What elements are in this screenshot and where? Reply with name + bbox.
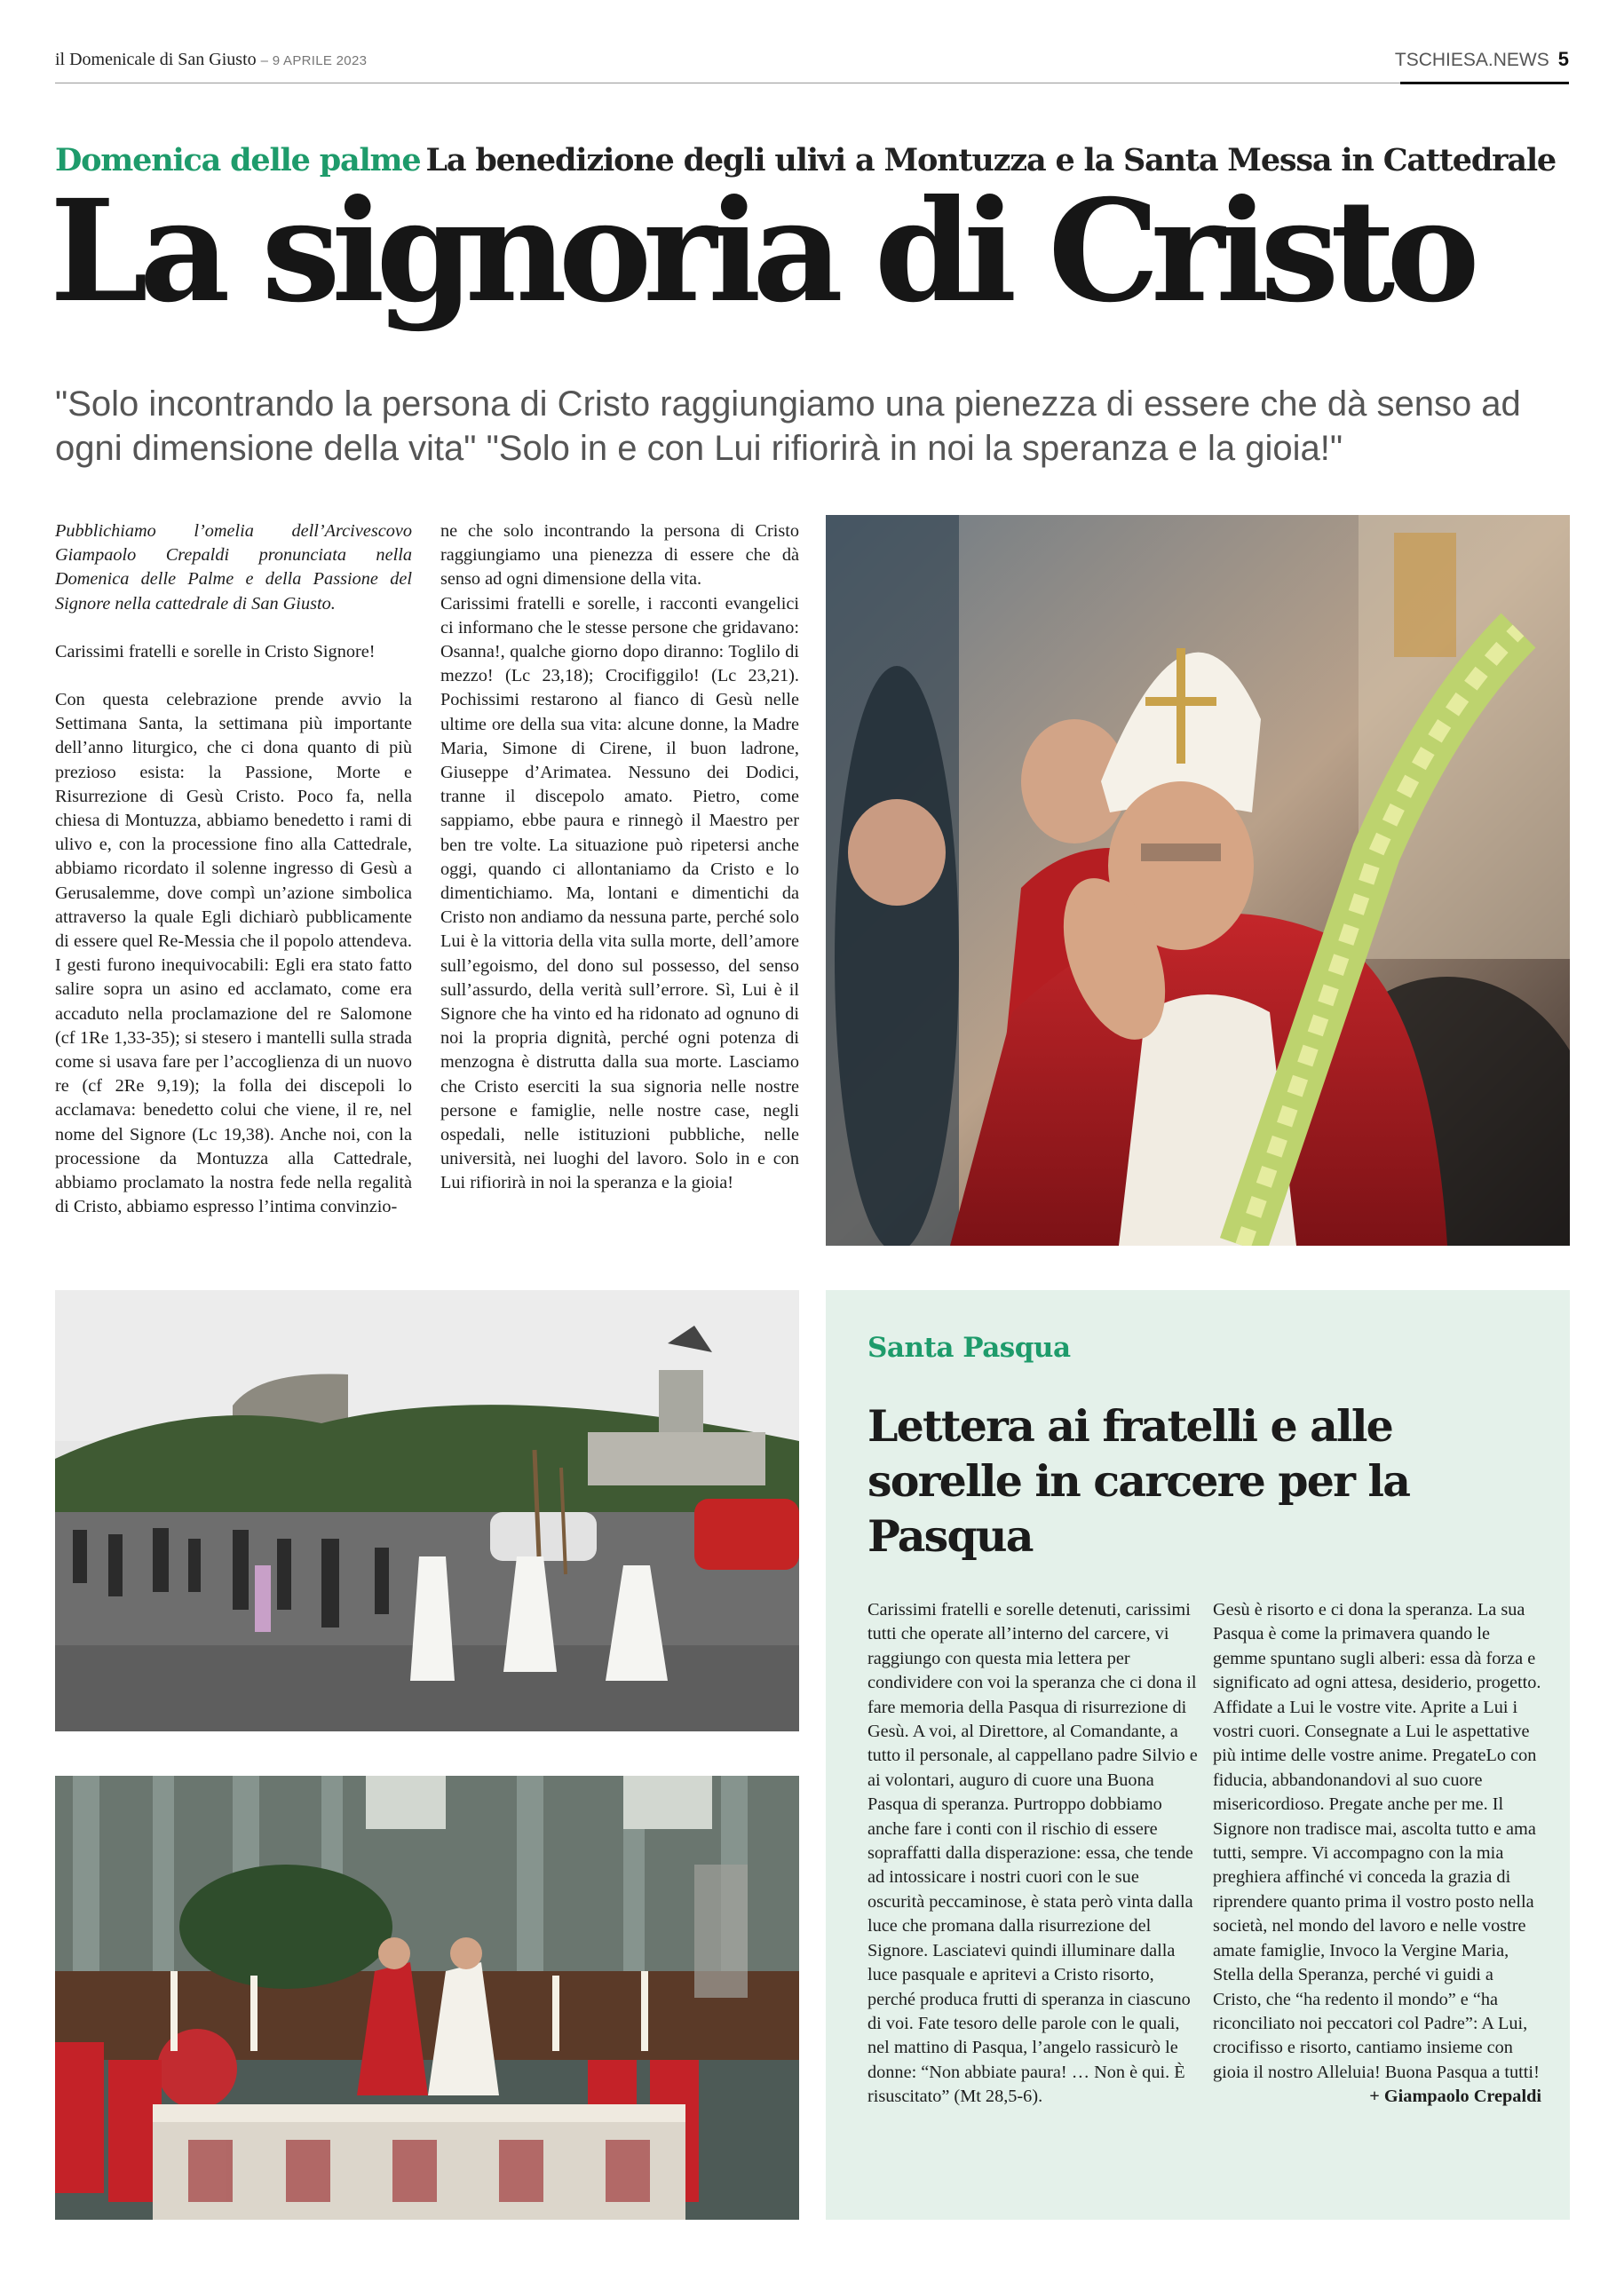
kicker-text: La benedizione degli ulivi a Montuzza e la Santa Messa in Cattedrale [425,142,1556,178]
box-column-2 [1213,1598,1541,2110]
page-number: 5 [1557,48,1569,70]
signature: + Giampaolo Crepaldi [1369,2087,1541,2107]
article-greeting: Carissimi fratelli e sorelle in Cristo Signore! [55,641,376,661]
article-paragraph-1: Con questa celebrazione prende avvio la Settimana Santa, la settimana più importante dell’anno liturgico, che ci dona quanto di più prezioso esista: la Passione, Morte e Risurrezione di Gesù Cristo. Poco fa, nella chiesa di Montuzza, abbiamo benedetto i rami di ulivo e, con la processione fino alla Cattedrale, abbiamo ricordato il solenne ingresso di Gesù a Gerusalemme, dove compì un’azione simbolica attraverso la quale Egli dichiarò pubblicamente di essere quel Re-Messia che il popolo attendeva. I gesti furono inequivocabili: Egli era stato fatto salire sopra un asino ed acclamato, come era accaduto nella proclamazione del re Salomone (cf 1Re 1,33-35); si stesero i mantelli sulla strada come si usava fare per l’accoglienza di un nuovo re (cf 2Re 9,19); la folla dei discepoli lo acclamava: benedetto colui che viene, il re, nel nome del Signore (Lc 19,38). Anche noi, con la processione da Montuzza alla Cattedrale, abbiamo proclamato la nostra fede nella regalità di Cristo, abbiamo espresso l’intima convinzio- [55,690,412,1217]
box-column-1: Carissimi fratelli e sorelle detenuti, carissimi tutti che operate all’interno del carcere, vi raggiungo con questa mia lettera per condividere con voi la speranza che ci dona il fare memoria della Pasqua di risurrezione di Gesù. A voi, al Direttore, al Comandante, a tutto il personale, al cappellano padre Silvio e ai volontari, auguro di cuore una Buona Pasqua di speranza. Purtroppo dobbiamo anche fare i conti con il rischio di essere sopraffatti dalla disperazione: essa, che tende ad intossicare i nostri cuori con le sue oscurità peccaminose, è stata però vinta dalla luce che promana dalla risurrezione del Signore. Lasciatevi quindi illuminare dalla luce pasquale e apritevi a Cristo risorto, perché produca frutti di speranza in ciascuno di voi. Fate tesoro delle parole con le quali, nel mattino di Pasqua, l’angelo rassicurò le donne: “Non abbiate paura! … Non è qui. È risuscitato” (Mt 28,5-6). [867,1600,1198,2107]
archbishop-photo [826,515,1570,1246]
article-intro: Pubblichiamo l’omelia dell’Arcivescovo Giampaolo Crepaldi pronunciata nella Domenica delle Palme e della Passione del Signore nella cattedrale di San Giusto. [55,521,412,614]
article-column-2 [440,519,799,1196]
publication-header [55,50,367,70]
article-paragraph-2: ne che solo incontrando la persona di Cristo raggiungiamo una pienezza di essere che dà senso ad ogni dimensione della vita. [440,521,799,590]
publication-name: il Domenicale di San Giusto [55,50,257,69]
header-divider-accent [1400,82,1569,84]
kicker-section: Domenica delle palme [55,142,421,178]
box-title: Lettera ai fratelli e alle sorelle in carcere per la Pasqua [867,1400,1410,1562]
procession-photo [55,1290,799,1731]
cathedral-mass-photo [55,1776,799,2220]
article-title: La signoria di Cristo [50,170,1471,334]
article-column-1 [55,519,412,1219]
issue-date: – 9 APRILE 2023 [260,53,368,68]
site-name: TSCHIESA.NEWS [1394,50,1549,70]
article-subtitle: "Solo incontrando la persona di Cristo raggiungiamo una pienezza di essere che dà senso ad ogni dimensione della vita" "Solo in e con Lui rifiorirà in noi la speranza e la gioia!" [55,384,1521,468]
site-and-page [1395,48,1569,71]
article-paragraph-3: Carissimi fratelli e sorelle, i racconti evangelici ci informano che le stesse persone che gridavano: Osanna!, qualche giorno dopo diranno: Toglilo di mezzo! (Lc 23,18); Crocifiggilo! (Lc 23,21). Pochissimi restarono al fianco di Gesù nelle ultime ore della sua vita: alcune donne, la Madre Maria, Simone di Cirene, il buon ladrone, Giuseppe d’Arimatea. Nessuno dei Dodici, tranne il discepolo amato. Pietro, come sappiamo, ebbe paura e rinnegò il Maestro per ben tre volte. La situazione può ripetersi anche oggi, quando ci allontaniamo da Cristo e lo dimentichiamo. Ma, lontani e dimentichi da Cristo non andiamo da nessuna parte, perché solo Lui è la vittoria della vita sulla morte, dell’amore sull’egoismo, del dono sul possesso, del senso sull’assurdo, della verità sull’errore. Sì, Lui è il Signore che ha vinto ed ha ridonato ad ognuno di noi la propria dignità, perché ogni potenza di menzogna è distrutta dalla sua morte. Lasciamo che Cristo eserciti la sua signoria nelle nostre persone e famiglie, nelle nostre case, negli ospedali, nelle istituzioni pubbliche, nelle università, nei luoghi del lavoro. Solo in e con Lui rifiorirà in noi la speranza e la gioia! [440,593,799,1193]
box-kicker: Santa Pasqua [867,1332,1071,1364]
box-column-2-text: Gesù è risorto e ci dona la speranza. La sua Pasqua è come la primavera quando le gemme spuntano sugli alberi: essa dà forza e significato ad ogni attesa, desiderio, progetto. Affidate a Lui le vostre vite. Aprite a Lui i vostri cuori. Consegnate a Lui le aspettative più intime delle vostre anime. PregateLo con fiducia, abbandonandovi al suo cuore misericordioso. Pregate anche per me. Il Signore non tradisce mai, ascolta tutto e ama tutti, sempre. Vi accompagno con la mia preghiera affinché vi conceda la grazia di riprendere quanto prima il vostro posto nella società, nel mondo del lavoro e nelle vostre amate famiglie, Invoco la Vergine Maria, Stella della Speranza, perché vi guidi a Cristo, che “ha redento il mondo” e “ha riconciliato noi peccatori col Padre”: A Lui, crocifisso e risorto, cantiamo insieme con gioia il nostro Alleluia! Buona Pasqua a tutti! [1213,1600,1541,2082]
